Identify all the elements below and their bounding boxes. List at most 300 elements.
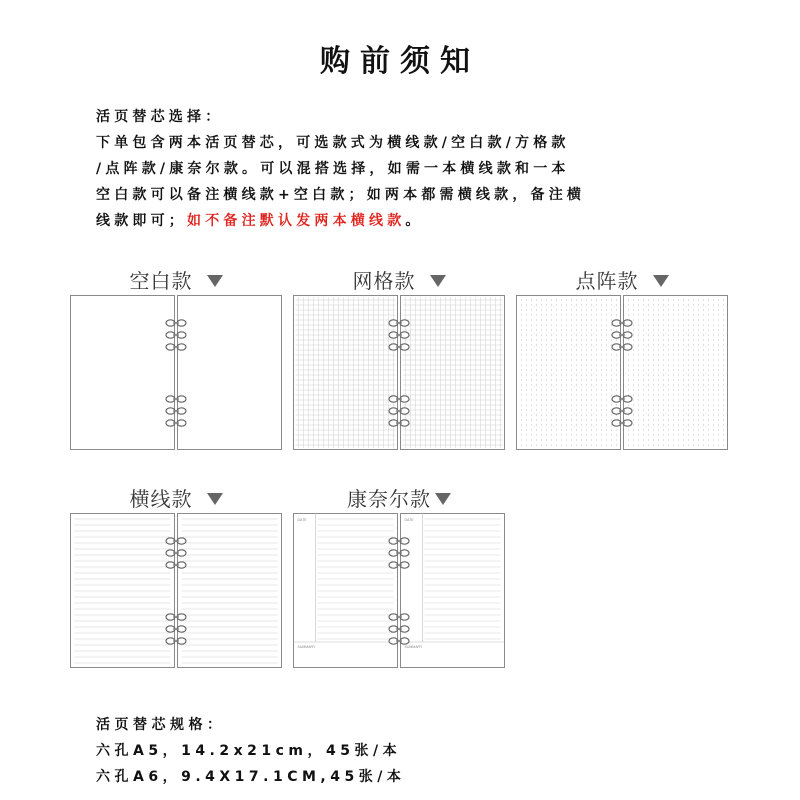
grid-dot xyxy=(611,434,612,435)
grid-dot xyxy=(611,429,612,430)
grid-dot xyxy=(698,364,699,365)
grid-dot xyxy=(601,424,602,425)
page-border xyxy=(71,514,175,668)
grid-dot xyxy=(633,309,634,310)
grid-dot xyxy=(663,339,664,340)
grid-dot xyxy=(581,379,582,380)
grid-dot xyxy=(551,304,552,305)
grid-dot xyxy=(606,389,607,390)
grid-dot xyxy=(591,384,592,385)
grid-dot xyxy=(638,409,639,410)
grid-dot xyxy=(678,389,679,390)
grid-dot xyxy=(531,434,532,435)
grid-dot xyxy=(693,409,694,410)
grid-dot xyxy=(653,314,654,315)
grid-dot xyxy=(688,329,689,330)
grid-dot xyxy=(703,384,704,385)
grid-dot xyxy=(648,349,649,350)
grid-dot xyxy=(536,299,537,300)
grid-dot xyxy=(673,414,674,415)
grid-dot xyxy=(653,404,654,405)
grid-dot xyxy=(531,394,532,395)
panel-dot xyxy=(516,265,728,455)
grid-dot xyxy=(586,409,587,410)
grid-dot xyxy=(683,344,684,345)
grid-dot xyxy=(546,339,547,340)
grid-dot xyxy=(673,394,674,395)
right-page xyxy=(401,296,505,450)
left-page xyxy=(71,514,175,668)
grid-dot xyxy=(718,354,719,355)
grid-dot xyxy=(541,369,542,370)
grid-dot xyxy=(536,314,537,315)
grid-dot xyxy=(566,419,567,420)
grid-dot xyxy=(561,334,562,335)
grid-dot xyxy=(628,329,629,330)
grid-dot xyxy=(638,394,639,395)
grid-dot xyxy=(693,359,694,360)
grid-dot xyxy=(663,359,664,360)
grid-dot xyxy=(683,339,684,340)
grid-dot xyxy=(601,394,602,395)
grid-dot xyxy=(698,389,699,390)
grid-dot xyxy=(551,339,552,340)
grid-dot xyxy=(566,349,567,350)
grid-dot xyxy=(678,344,679,345)
grid-dot xyxy=(668,439,669,440)
binder-ring xyxy=(389,344,409,350)
grid-dot xyxy=(536,439,537,440)
grid-dot xyxy=(673,439,674,440)
grid-dot xyxy=(648,314,649,315)
grid-dot xyxy=(683,374,684,375)
grid-dot xyxy=(566,334,567,335)
grid-dot xyxy=(688,369,689,370)
intro-default-note: 如不备注默认发两本横线款 xyxy=(187,213,406,229)
grid-dot xyxy=(576,309,577,310)
panel-cornell-title: 康奈尔款 xyxy=(347,487,431,511)
grid-dot xyxy=(638,439,639,440)
grid-dot xyxy=(638,389,639,390)
grid-dot xyxy=(683,369,684,370)
grid-dot xyxy=(581,324,582,325)
grid-dot xyxy=(556,419,557,420)
grid-dot xyxy=(571,354,572,355)
grid-dot xyxy=(693,364,694,365)
grid-dot xyxy=(591,439,592,440)
grid-dot xyxy=(521,429,522,430)
grid-dot xyxy=(551,404,552,405)
grid-dot xyxy=(703,389,704,390)
grid-dot xyxy=(601,399,602,400)
grid-dot xyxy=(581,349,582,350)
grid-dot xyxy=(576,304,577,305)
grid-dot xyxy=(551,314,552,315)
grid-dot xyxy=(698,429,699,430)
grid-dot xyxy=(658,394,659,395)
grid-dot xyxy=(601,354,602,355)
grid-dot xyxy=(586,299,587,300)
grid-dot xyxy=(658,414,659,415)
grid-dot xyxy=(576,379,577,380)
grid-dot xyxy=(648,309,649,310)
grid-dot xyxy=(663,319,664,320)
grid-dot xyxy=(723,324,724,325)
grid-dot xyxy=(596,379,597,380)
grid-dot xyxy=(723,309,724,310)
grid-dot xyxy=(708,369,709,370)
grid-dot xyxy=(541,439,542,440)
grid-dot xyxy=(653,399,654,400)
grid-dot xyxy=(668,329,669,330)
grid-dot xyxy=(638,329,639,330)
left-page xyxy=(294,513,398,668)
grid-dot xyxy=(708,314,709,315)
grid-dot xyxy=(591,364,592,365)
grid-dot xyxy=(536,409,537,410)
grid-dot xyxy=(531,409,532,410)
grid-dot xyxy=(566,374,567,375)
grid-dot xyxy=(546,359,547,360)
grid-dot xyxy=(723,364,724,365)
grid-dot xyxy=(713,349,714,350)
grid-dot xyxy=(708,304,709,305)
grid-dot xyxy=(633,409,634,410)
grid-dot xyxy=(723,414,724,415)
grid-dot xyxy=(546,364,547,365)
grid-dot xyxy=(698,304,699,305)
grid-dot xyxy=(693,319,694,320)
grid-dot xyxy=(551,384,552,385)
grid-dot xyxy=(586,364,587,365)
grid-dot xyxy=(673,324,674,325)
grid-dot xyxy=(708,309,709,310)
grid-dot xyxy=(596,439,597,440)
grid-dot xyxy=(683,439,684,440)
grid-dot xyxy=(633,414,634,415)
grid-dot xyxy=(678,399,679,400)
grid-dot xyxy=(723,374,724,375)
grid-dot xyxy=(678,429,679,430)
grid-dot xyxy=(723,424,724,425)
grid-dot xyxy=(586,309,587,310)
grid-dot xyxy=(638,404,639,405)
grid-dot xyxy=(668,384,669,385)
grid-dot xyxy=(698,384,699,385)
grid-dot xyxy=(576,404,577,405)
grid-dot xyxy=(703,344,704,345)
grid-dot xyxy=(688,319,689,320)
grid-dot xyxy=(663,324,664,325)
grid-dot xyxy=(668,334,669,335)
grid-dot xyxy=(536,379,537,380)
grid-dot xyxy=(693,394,694,395)
grid-dot xyxy=(566,324,567,325)
grid-dot xyxy=(708,394,709,395)
grid-dot xyxy=(611,349,612,350)
grid-dot xyxy=(683,379,684,380)
grid-dot xyxy=(673,424,674,425)
grid-dot xyxy=(531,424,532,425)
grid-dot xyxy=(546,444,547,445)
grid-dot xyxy=(683,394,684,395)
grid-dot xyxy=(658,379,659,380)
grid-dot xyxy=(658,334,659,335)
grid-dot xyxy=(638,339,639,340)
grid-dot xyxy=(566,329,567,330)
grid-dot xyxy=(596,409,597,410)
lined-notebook-illustration xyxy=(70,513,282,668)
grid-dot xyxy=(561,329,562,330)
grid-dot xyxy=(688,424,689,425)
grid-dot xyxy=(606,439,607,440)
grid-dot xyxy=(653,409,654,410)
grid-dot xyxy=(541,414,542,415)
grid-dot xyxy=(718,334,719,335)
grid-notebook-illustration xyxy=(293,295,505,450)
grid-dot xyxy=(683,404,684,405)
grid-dot xyxy=(586,429,587,430)
grid-dot xyxy=(648,374,649,375)
grid-dot xyxy=(688,419,689,420)
grid-dot xyxy=(638,324,639,325)
grid-dot xyxy=(658,424,659,425)
grid-dot xyxy=(678,404,679,405)
grid-dot xyxy=(606,429,607,430)
grid-dot xyxy=(648,399,649,400)
grid-dot xyxy=(713,414,714,415)
grid-dot xyxy=(703,339,704,340)
grid-dot xyxy=(531,319,532,320)
binder-ring xyxy=(389,320,409,326)
grid-dot xyxy=(561,419,562,420)
grid-dot xyxy=(683,299,684,300)
grid-dot xyxy=(561,384,562,385)
binder-ring xyxy=(389,538,409,544)
grid-dot xyxy=(526,364,527,365)
grid-dot xyxy=(723,389,724,390)
grid-dot xyxy=(576,339,577,340)
binder-ring xyxy=(389,396,409,402)
grid-dot xyxy=(576,419,577,420)
grid-dot xyxy=(673,399,674,400)
grid-dot xyxy=(688,304,689,305)
grid-dot xyxy=(591,314,592,315)
grid-dot xyxy=(683,384,684,385)
grid-dot xyxy=(708,414,709,415)
grid-dot xyxy=(708,404,709,405)
panel-cornell-label xyxy=(293,483,505,512)
grid-dot xyxy=(566,394,567,395)
grid-dot xyxy=(561,414,562,415)
binder-ring xyxy=(389,332,409,338)
grid-dot xyxy=(551,379,552,380)
cornell-date-label: DATE xyxy=(404,518,414,522)
grid-dot xyxy=(521,409,522,410)
grid-dot xyxy=(638,299,639,300)
grid-dot xyxy=(708,374,709,375)
grid-dot xyxy=(521,444,522,445)
grid-dot xyxy=(703,299,704,300)
spec-a5: 六孔A5，14.2x21cm，45张/本 xyxy=(96,743,402,759)
grid-dot xyxy=(663,394,664,395)
grid-dot xyxy=(526,304,527,305)
grid-dot xyxy=(633,419,634,420)
grid-dot xyxy=(601,359,602,360)
grid-dot xyxy=(526,324,527,325)
grid-dot xyxy=(581,434,582,435)
grid-dot xyxy=(561,429,562,430)
binder-ring xyxy=(389,420,409,426)
grid-dot xyxy=(688,439,689,440)
cornell-summary-label: SUMMARY xyxy=(404,645,423,649)
grid-dot xyxy=(698,404,699,405)
grid-dot xyxy=(713,409,714,410)
grid-dot xyxy=(611,439,612,440)
grid-dot xyxy=(576,444,577,445)
grid-dot xyxy=(556,319,557,320)
grid-dot xyxy=(673,339,674,340)
grid-dot xyxy=(653,364,654,365)
grid-dot xyxy=(591,424,592,425)
grid-dot xyxy=(633,334,634,335)
grid-dot xyxy=(541,319,542,320)
grid-dot xyxy=(683,319,684,320)
grid-dot xyxy=(606,314,607,315)
grid-dot xyxy=(653,374,654,375)
grid-dot xyxy=(526,344,527,345)
grid-dot xyxy=(561,424,562,425)
grid-dot xyxy=(668,364,669,365)
grid-dot xyxy=(713,299,714,300)
grid-dot xyxy=(536,374,537,375)
grid-dot xyxy=(668,389,669,390)
grid-dot xyxy=(643,384,644,385)
grid-dot xyxy=(611,419,612,420)
grid-dot xyxy=(648,424,649,425)
grid-dot xyxy=(591,389,592,390)
grid-dot xyxy=(648,439,649,440)
grid-dot xyxy=(551,389,552,390)
cornell-summary-label: SUMMARY xyxy=(297,645,316,649)
grid-dot xyxy=(616,439,617,440)
grid-dot xyxy=(581,354,582,355)
grid-dot xyxy=(606,334,607,335)
grid-dot xyxy=(581,344,582,345)
grid-dot xyxy=(601,389,602,390)
grid-dot xyxy=(556,384,557,385)
grid-dot xyxy=(546,304,547,305)
intro-line-4-start: 线款即可； xyxy=(96,213,187,229)
grid-dot xyxy=(596,304,597,305)
grid-dot xyxy=(703,354,704,355)
grid-dot xyxy=(723,384,724,385)
grid-dot xyxy=(718,409,719,410)
grid-dot xyxy=(638,434,639,435)
grid-dot xyxy=(531,329,532,330)
grid-dot xyxy=(561,339,562,340)
grid-dot xyxy=(663,309,664,310)
grid-dot xyxy=(703,414,704,415)
grid-dot xyxy=(611,319,612,320)
grid-dot xyxy=(526,399,527,400)
grid-dot xyxy=(628,374,629,375)
grid-dot xyxy=(526,334,527,335)
grid-dot xyxy=(581,389,582,390)
grid-dot xyxy=(703,314,704,315)
grid-dot xyxy=(698,379,699,380)
grid-dot xyxy=(526,434,527,435)
grid-dot xyxy=(713,439,714,440)
grid-dot xyxy=(633,359,634,360)
grid-dot xyxy=(541,394,542,395)
grid-dot xyxy=(591,419,592,420)
grid-dot xyxy=(601,404,602,405)
grid-dot xyxy=(566,314,567,315)
grid-dot xyxy=(653,384,654,385)
grid-dot xyxy=(601,429,602,430)
grid-dot xyxy=(536,399,537,400)
grid-dot xyxy=(611,364,612,365)
page-border xyxy=(294,296,398,450)
grid-dot xyxy=(708,354,709,355)
grid-dot xyxy=(713,314,714,315)
grid-dot xyxy=(521,379,522,380)
grid-dot xyxy=(658,439,659,440)
grid-dot xyxy=(648,324,649,325)
grid-dot xyxy=(663,299,664,300)
intro-line-1: 下单包含两本活页替芯，可选款式为横线款/空白款/方格款 xyxy=(96,135,570,151)
grid-dot xyxy=(531,439,532,440)
grid-dot xyxy=(571,389,572,390)
grid-dot xyxy=(643,394,644,395)
binder-ring xyxy=(166,538,186,544)
grid-dot xyxy=(678,324,679,325)
binder-ring xyxy=(166,550,186,556)
grid-dot xyxy=(536,309,537,310)
grid-dot xyxy=(566,399,567,400)
dot-notebook-illustration xyxy=(516,295,728,450)
grid-dot xyxy=(571,409,572,410)
grid-dot xyxy=(596,339,597,340)
grid-dot xyxy=(688,324,689,325)
grid-dot xyxy=(708,379,709,380)
grid-dot xyxy=(708,329,709,330)
grid-dot xyxy=(673,309,674,310)
grid-dot xyxy=(648,394,649,395)
grid-dot xyxy=(591,374,592,375)
grid-dot xyxy=(643,424,644,425)
grid-dot xyxy=(561,309,562,310)
grid-dot xyxy=(606,419,607,420)
grid-dot xyxy=(536,444,537,445)
grid-dot xyxy=(541,434,542,435)
spec-a6: 六孔A6，9.4X17.1CM,45张/本 xyxy=(96,769,406,785)
grid-dot xyxy=(693,374,694,375)
grid-dot xyxy=(566,319,567,320)
grid-dot xyxy=(546,434,547,435)
grid-dot xyxy=(571,329,572,330)
grid-dot xyxy=(683,444,684,445)
grid-dot xyxy=(723,379,724,380)
grid-dot xyxy=(586,304,587,305)
grid-dot xyxy=(576,439,577,440)
grid-dot xyxy=(663,419,664,420)
grid-dot xyxy=(566,309,567,310)
grid-dot xyxy=(668,414,669,415)
grid-dot xyxy=(571,384,572,385)
grid-dot xyxy=(678,364,679,365)
